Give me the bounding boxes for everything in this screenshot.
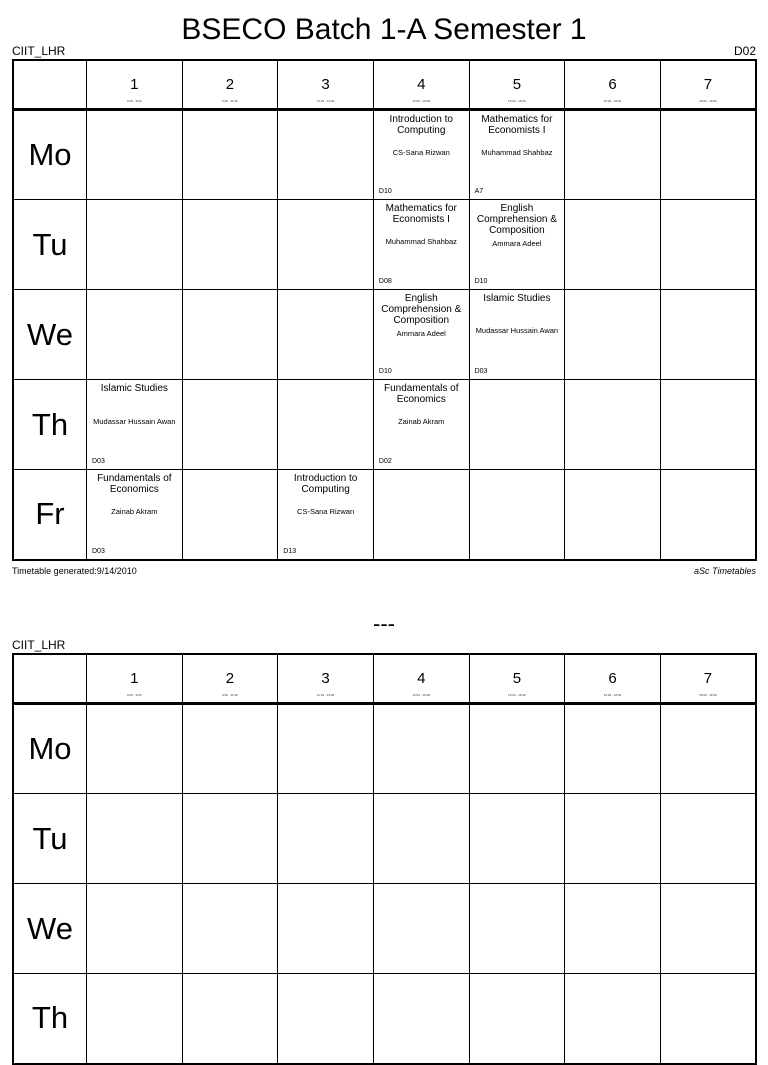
slot-mo-7 xyxy=(660,110,756,200)
slot-mo-2 xyxy=(182,110,278,200)
empty-slot xyxy=(278,704,374,794)
lesson-subject: Fundamentals of Economics xyxy=(383,383,459,405)
lesson-card xyxy=(470,200,565,289)
day-label-we: We xyxy=(13,290,87,380)
slot-mo-3 xyxy=(278,110,374,200)
lesson-subject: Introduction to Computing xyxy=(293,473,358,495)
slot-tu-7 xyxy=(660,200,756,290)
period-header-7: 7 18:00 - 19:30 xyxy=(660,60,756,110)
lesson-teacher: Zainab Akram xyxy=(111,507,158,516)
slot-tu-1 xyxy=(87,200,183,290)
empty-slot xyxy=(278,794,374,884)
slot-th-6 xyxy=(565,380,661,470)
day-label-mo: Mo xyxy=(13,110,87,200)
slot-tu-2 xyxy=(182,200,278,290)
day-label-fr: Fr xyxy=(13,470,87,560)
period-header-row xyxy=(13,60,756,110)
lesson-subject: Introduction to Computing xyxy=(389,114,453,136)
lesson-card xyxy=(374,290,469,379)
day-label-tu: Tu xyxy=(13,200,87,290)
slot-th-7 xyxy=(660,380,756,470)
empty-slot xyxy=(469,704,565,794)
period-header-5: 5 15:00 - 16:30 xyxy=(469,654,565,704)
school-code: CIIT_LHR xyxy=(12,44,66,58)
day-row-tu xyxy=(13,794,756,884)
slot-we-7 xyxy=(660,290,756,380)
lesson-teacher: Zainab Akram xyxy=(398,417,445,426)
lesson-room: D10 xyxy=(378,368,392,375)
empty-slot xyxy=(660,884,756,974)
period-header-3: 3 11:30 - 13:00 xyxy=(278,654,374,704)
lesson-room: D13 xyxy=(283,547,297,555)
lesson-card xyxy=(87,470,182,559)
empty-slot xyxy=(565,704,661,794)
slot-we-2 xyxy=(182,290,278,380)
empty-slot xyxy=(182,794,278,884)
period-header-1: 1 8:00 - 9:00 xyxy=(87,60,183,110)
period-header-row xyxy=(13,654,756,704)
slot-fr-3 xyxy=(278,470,374,560)
empty-slot xyxy=(87,704,183,794)
slot-fr-7 xyxy=(660,470,756,560)
lesson-room: D08 xyxy=(378,278,392,285)
period-header-6: 6 16:30 - 18:00 xyxy=(565,654,661,704)
slot-fr-4 xyxy=(373,470,469,560)
empty-slot xyxy=(469,974,565,1064)
period-header-2: 2 9:00 - 11:30 xyxy=(182,654,278,704)
slot-tu-5 xyxy=(469,200,565,290)
lesson-subject: English Comprehension & Composition xyxy=(476,203,557,236)
slot-mo-4 xyxy=(373,110,469,200)
lesson-teacher: Ammara Adeel xyxy=(396,329,446,338)
empty-slot xyxy=(660,794,756,884)
slot-we-3 xyxy=(278,290,374,380)
lesson-teacher: Ammara Adeel xyxy=(492,239,542,248)
day-row-we xyxy=(13,290,756,380)
day-row-mo xyxy=(13,110,756,200)
slot-mo-6 xyxy=(565,110,661,200)
empty-slot xyxy=(278,884,374,974)
lesson-subject: Islamic Studies xyxy=(100,383,168,394)
slot-we-4 xyxy=(373,290,469,380)
empty-slot xyxy=(373,704,469,794)
slot-tu-4 xyxy=(373,200,469,290)
page-separator: --- xyxy=(373,611,395,636)
period-header-2: 2 9:00 - 11:30 xyxy=(182,60,278,110)
school-code-page2: CIIT_LHR xyxy=(12,638,66,652)
empty-slot xyxy=(469,794,565,884)
lesson-teacher: Muhammad Shahbaz xyxy=(385,237,457,246)
lesson-room: D10 xyxy=(378,188,392,195)
empty-slot xyxy=(469,884,565,974)
period-header-1: 1 8:00 - 9:00 xyxy=(87,654,183,704)
generated-date: Timetable generated:9/14/2010 xyxy=(12,566,137,576)
slot-mo-1 xyxy=(87,110,183,200)
lesson-card xyxy=(87,380,182,469)
lesson-teacher: Mudassar Hussain Awan xyxy=(93,417,176,426)
day-row-we xyxy=(13,884,756,974)
day-row-th xyxy=(13,380,756,470)
lesson-card xyxy=(470,290,565,379)
empty-slot xyxy=(87,884,183,974)
lesson-teacher: CS-Sana Rizwan xyxy=(392,148,450,157)
slot-fr-5 xyxy=(469,470,565,560)
lesson-room: D03 xyxy=(474,368,488,375)
lesson-subject: Fundamentals of Economics xyxy=(97,473,172,495)
lesson-subject: Mathematics for Economists I xyxy=(481,114,553,136)
empty-slot xyxy=(373,794,469,884)
empty-slot xyxy=(182,704,278,794)
day-row-th xyxy=(13,974,756,1064)
lesson-card xyxy=(470,111,565,199)
slot-fr-1 xyxy=(87,470,183,560)
timetable-grid xyxy=(12,59,757,561)
lesson-subject: English Comprehension & Composition xyxy=(381,293,462,326)
slot-mo-5 xyxy=(469,110,565,200)
empty-slot xyxy=(182,974,278,1064)
corner-cell xyxy=(13,60,87,110)
slot-fr-6 xyxy=(565,470,661,560)
lesson-subject: Islamic Studies xyxy=(483,293,551,304)
slot-th-5 xyxy=(469,380,565,470)
empty-slot xyxy=(87,794,183,884)
lesson-room: D03 xyxy=(92,547,105,555)
empty-slot xyxy=(373,974,469,1064)
day-row-mo xyxy=(13,704,756,794)
lesson-card xyxy=(374,200,469,289)
timetable-grid-page2 xyxy=(12,653,757,1065)
empty-slot xyxy=(565,794,661,884)
slot-th-2 xyxy=(182,380,278,470)
lesson-card xyxy=(278,470,373,559)
empty-slot xyxy=(660,704,756,794)
period-header-3: 3 11:30 - 13:00 xyxy=(278,60,374,110)
lesson-room: D02 xyxy=(378,458,392,465)
empty-slot xyxy=(660,974,756,1064)
lesson-teacher: CS-Sana Rizwan xyxy=(297,507,355,516)
empty-slot xyxy=(278,974,374,1064)
lesson-room: D10 xyxy=(474,278,488,285)
slot-fr-2 xyxy=(182,470,278,560)
empty-slot xyxy=(565,974,661,1064)
slot-tu-6 xyxy=(565,200,661,290)
software-credit: aSc Timetables xyxy=(694,566,756,576)
period-header-5: 5 15:00 - 16:30 xyxy=(469,60,565,110)
timetable-title: BSECO Batch 1-A Semester 1 xyxy=(181,13,587,46)
corner-cell xyxy=(13,654,87,704)
empty-slot xyxy=(182,884,278,974)
slot-th-1 xyxy=(87,380,183,470)
lesson-room: A7 xyxy=(474,188,484,195)
slot-th-4 xyxy=(373,380,469,470)
slot-tu-3 xyxy=(278,200,374,290)
day-label-we: We xyxy=(13,884,87,974)
empty-slot xyxy=(565,884,661,974)
slot-we-6 xyxy=(565,290,661,380)
period-header-4: 4 13:00 - 15:00 xyxy=(373,60,469,110)
period-header-6: 6 16:30 - 18:00 xyxy=(565,60,661,110)
lesson-room: D03 xyxy=(92,458,105,465)
day-label-th: Th xyxy=(13,380,87,470)
period-header-7: 7 18:00 - 19:30 xyxy=(660,654,756,704)
slot-we-1 xyxy=(87,290,183,380)
slot-th-3 xyxy=(278,380,374,470)
lesson-card xyxy=(374,111,469,199)
slot-we-5 xyxy=(469,290,565,380)
empty-slot xyxy=(87,974,183,1064)
day-label-th: Th xyxy=(13,974,87,1064)
lesson-teacher: Muhammad Shahbaz xyxy=(481,148,553,157)
period-header-4: 4 13:00 - 15:00 xyxy=(373,654,469,704)
day-label-tu: Tu xyxy=(13,794,87,884)
day-label-mo: Mo xyxy=(13,704,87,794)
home-room-code: D02 xyxy=(733,44,756,58)
empty-slot xyxy=(373,884,469,974)
lesson-teacher: Mudassar Hussain Awan xyxy=(475,326,559,335)
lesson-subject: Mathematics for Economists I xyxy=(385,203,457,225)
day-row-fr xyxy=(13,470,756,560)
lesson-card xyxy=(374,380,469,469)
day-row-tu xyxy=(13,200,756,290)
